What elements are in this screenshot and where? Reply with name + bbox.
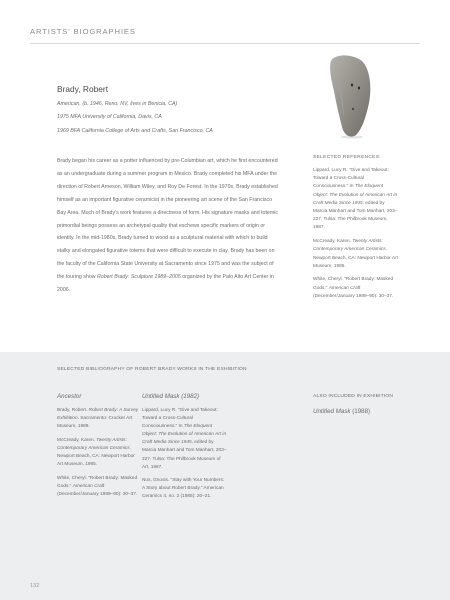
column-heading: Ancestor xyxy=(57,393,82,400)
section-divider xyxy=(30,43,420,44)
reference-entry: McCready, Karen. Twenty Artists: Contemporary American Ceramics. Newport Beach, CA: Newport Harbor Art Museum, 1985. xyxy=(313,239,399,269)
artist-detail-line: American, (b. 1946, Reno, NV, lives in Benicia, CA) xyxy=(57,101,178,107)
bibliography-column-ancestor xyxy=(57,393,139,504)
column-heading: Untitled Mask (1982) xyxy=(142,393,200,400)
bibliography-title: SELECTED BIBLIOGRAPHY OF ROBERT BRADY WORKS IN THE EXHIBITION xyxy=(57,367,247,372)
bibliography-entry: Brady, Robert. Robert Brady: A Survey Exhibition. Sacramento: Crocker Art Museum, 1989. xyxy=(57,408,139,430)
bibliography-entry: Untitled Mask (1988) xyxy=(313,408,371,415)
bibliography-entry: Nos, Gnosis. "Stay with Your Numbers: A Story about Robert Brady." American Ceramics 4, no. 2 (1985): 20–21. xyxy=(142,478,225,500)
reference-entry: White, Cheryl. "Robert Brady: Masked Gods." American Craft (December/January 1989–90): 30–37. xyxy=(313,277,394,299)
bibliography-column-also-included xyxy=(313,393,403,422)
bibliography-entry: White, Cheryl. "Robert Brady: Masked Gods." American Craft (December/January 1989–90): 30–37. xyxy=(57,475,138,497)
section-header: ARTISTS' BIOGRAPHIES xyxy=(30,27,136,36)
bibliography-entry: Lippard, Lucy R. "Give and Takeout: Toward a Cross-Cultural Consciousness." In The Eloquent Object: The Evolution of American Art in Craft Media Since 1945, edited by Marcia Manhart and Tom Manhart, 203–227. Tulsa: The Philbrook Museum of Art, 1987. xyxy=(142,408,227,470)
artist-detail-line: 1975 MFA University of California, Davis, CA xyxy=(57,114,162,121)
bibliography-entry: McCready, Karen. Twenty Artists: Contemporary American Ceramics. Newport Beach, CA: Newport Harbor Art Museum, 1985. xyxy=(57,437,135,468)
page-number: 132 xyxy=(30,583,40,589)
carved-mask-image xyxy=(322,53,378,139)
column-heading: ALSO INCLUDED IN EXHIBITION xyxy=(313,394,394,399)
artist-details xyxy=(57,98,213,138)
artist-name: Brady, Robert xyxy=(57,84,109,94)
artist-detail-line: 1969 BFA California College of Arts and Crafts, San Francisco, CA xyxy=(57,127,213,134)
bibliography-panel xyxy=(0,352,450,600)
reference-entry: Lippard, Lucy R. "Give and Takeout: Toward a Cross-Cultural Consciousness." In The Eloquent Object: The Evolution of American Art in Craft Media Since 1945, edited by Marcia Manhart and Tom Manhart, 203–227. Tulsa: The Philbrook Museum, 1987. xyxy=(313,168,398,231)
references-title: SELECTED REFERENCES: xyxy=(313,155,381,160)
selected-references xyxy=(313,155,398,307)
biography-body: Brady began his career as a potter influenced by pre-Columbian art, which he first encountered as an undergraduate during a summer program in Mexico. Brady completed his MFA under the direction of Robert Arneson, William Wiley, and Roy De Forest. In the 1970s, Brady established himself as an important figurative ceramicist in the pioneering art scene of the San Francisco Bay Area. Much of Brady's work features a directness of form. His signature masks and totemic primordial beings possess an archetypal quality that eschews specific markers of origin or identity. In the mid-1980s, Brady turned to wood as a sculptural material with which to build stalky and elongated figurative totems that were difficult to execute in clay. Brady has been on the faculty of the California State University at Sacramento since 1975 and was the subject of the touring show Robert Brady: Sculpture 1989–2005 organized by the Palo Alto Art Center in 2006. xyxy=(57,158,279,294)
bibliography-column-untitled-mask xyxy=(142,393,228,507)
